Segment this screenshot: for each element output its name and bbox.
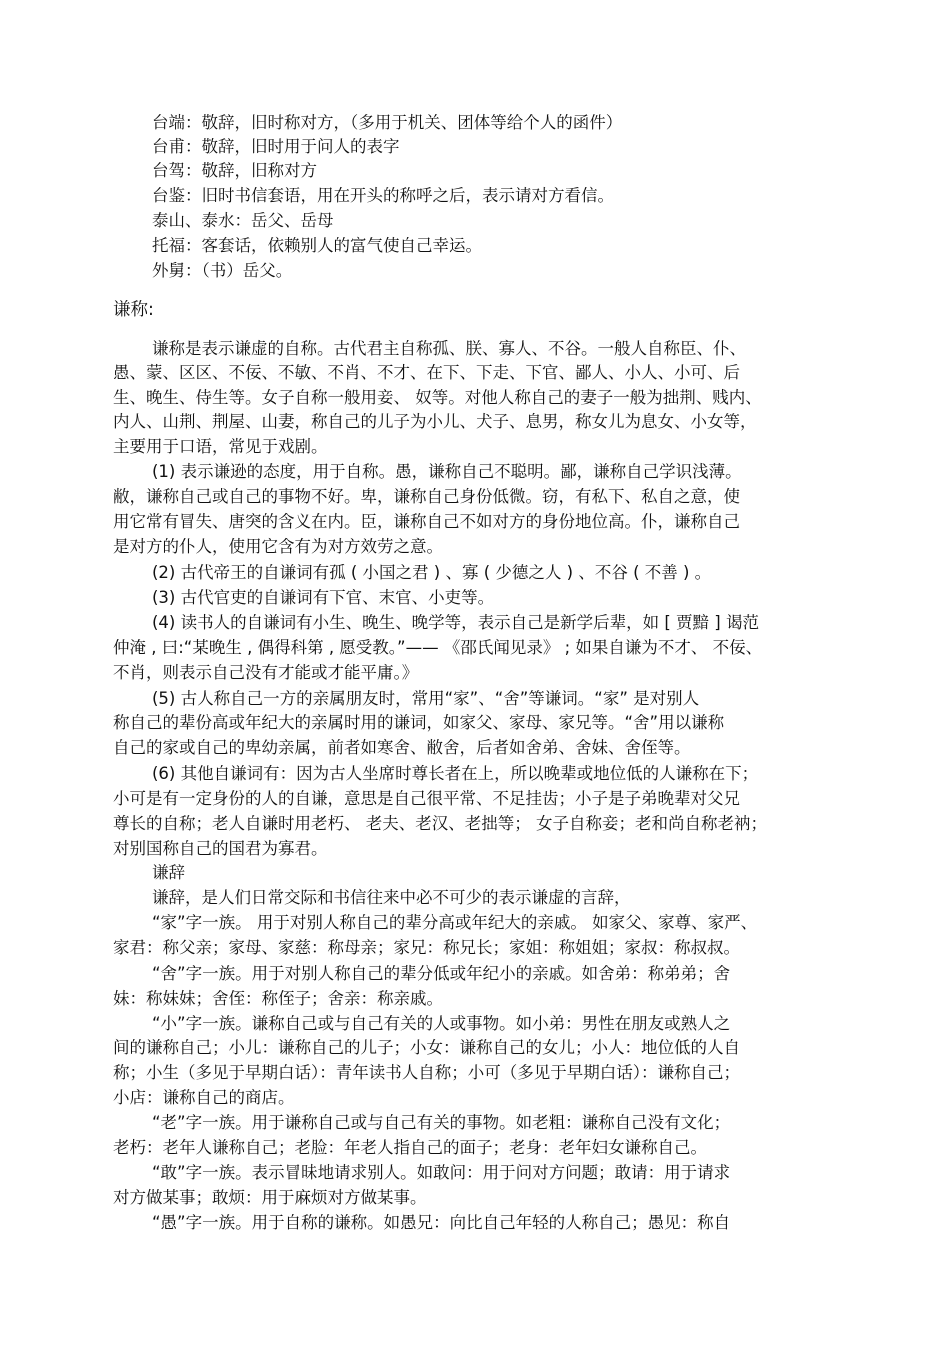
- item-line: 仲淹 , 曰:“某晚生 , 偶得科第 , 愿受教。”—— 《邵氏闻见录》 ; 如果自谦为不才、 不佞、: [113, 638, 763, 657]
- qianci-line: “老”字一族。用于谦称自己或与自己有关的事物。如老粗：谦称自己没有文化；: [152, 1113, 731, 1132]
- term-line: 台鉴：旧时书信套语，用在开头的称呼之后，表示请对方看信。: [152, 186, 614, 205]
- item-line: 称自己的辈份高或年纪大的亲属时用的谦词，如家父、家母、家兄等。“舍”用以谦称: [113, 713, 725, 732]
- qianci-line: 妹：称妹妹；舍侄：称侄子；舍亲：称亲戚。: [113, 989, 443, 1008]
- paragraph-line: 生、晚生、侍生等。女子自称一般用妾、 奴等。对他人称自己的妻子一般为拙荆、贱内、: [113, 388, 762, 407]
- qianci-line: “愚”字一族。用于自称的谦称。如愚兄：向比自己年轻的人称自己；愚见：称自: [152, 1213, 731, 1232]
- section-heading: 谦称:: [113, 300, 154, 320]
- item-line: (1) 表示谦逊的态度，用于自称。愚，谦称自己不聪明。鄙，谦称自己学识浅薄。: [152, 462, 742, 481]
- sub-heading: 谦辞: [152, 863, 185, 882]
- item-line: 敝，谦称自己或自己的事物不好。卑，谦称自己身份低微。窃，有私下、私自之意，使: [113, 487, 740, 506]
- qianci-line: “小”字一族。谦称自己或与自己有关的人或事物。如小弟：男性在朋友或熟人之: [152, 1014, 731, 1033]
- term-line: 台端：敬辞，旧时称对方，（多用于机关、团体等给个人的函件）: [152, 113, 623, 132]
- item-line: 对别国称自己的国君为寡君。: [113, 839, 328, 858]
- paragraph-line: 内人、山荆、荆屋、山妻，称自己的儿子为小儿、犬子、息男，称女儿为息女、小女等，: [113, 412, 757, 431]
- paragraph-line: 谦称是表示谦虚的自称。古代君主自称孤、朕、寡人、不谷。一般人自称臣、仆、: [152, 339, 746, 358]
- term-line: 泰山、泰水：岳父、岳母: [152, 211, 334, 230]
- term-line: 台驾：敬辞，旧称对方: [152, 161, 317, 180]
- item-line: 自己的家或自己的卑幼亲属，前者如寒舍、敝舍，后者如舍弟、舍妹、舍侄等。: [113, 738, 691, 757]
- qianci-line: 称；小生（多见于早期白话）：青年读书人自称；小可（多见于早期白话）：谦称自己；: [113, 1063, 740, 1082]
- term-line: 台甫：敬辞，旧时用于问人的表字: [152, 137, 400, 156]
- qianci-line: “舍”字一族。用于对别人称自己的辈分低或年纪小的亲戚。如舍弟：称弟弟；舍: [152, 964, 731, 983]
- qianci-line: 对方做某事；敢烦：用于麻烦对方做某事。: [113, 1188, 427, 1207]
- item-line: (6) 其他自谦词有：因为古人坐席时尊长者在上，所以晚辈或地位低的人谦称在下；: [152, 764, 759, 783]
- item-line: (4) 读书人的自谦词有小生、晚生、晚学等，表示自己是新学后辈，如 [ 贾黯 ] 谒范: [152, 613, 759, 632]
- term-line: 外舅：（书）岳父。: [152, 261, 293, 280]
- item-line: (2) 古代帝王的自谦词有孤 ( 小国之君 ) 、寡 ( 少德之人 ) 、不谷 ( 不善 ) 。: [152, 563, 712, 582]
- item-line: 是对方的仆人，使用它含有为对方效劳之意。: [113, 537, 443, 556]
- paragraph-line: 愚、蒙、区区、不佞、不敏、不肖、不才、在下、下走、下官、鄙人、小人、小可、后: [113, 363, 740, 382]
- paragraph-line: 主要用于口语，常见于戏剧。: [113, 437, 328, 456]
- qianci-line: “敢”字一族。表示冒昧地请求别人。如敢问：用于问对方问题；敢请：用于请求: [152, 1163, 731, 1182]
- item-line: (5) 古人称自己一方的亲属朋友时，常用“家”、“舍”等谦词。“家” 是对别人: [152, 689, 700, 708]
- qianci-line: 间的谦称自己；小儿：谦称自己的儿子；小女：谦称自己的女儿；小人：地位低的人自: [113, 1038, 740, 1057]
- item-line: 不肖，则表示自己没有才能或才能平庸。》: [113, 663, 419, 682]
- qianci-line: 家君：称父亲；家母、家慈：称母亲；家兄：称兄长；家姐：称姐姐；家叔：称叔叔。: [113, 938, 740, 957]
- qianci-line: “家”字一族。 用于对别人称自己的辈分高或年纪大的亲戚。 如家父、家尊、家严、: [152, 913, 758, 932]
- item-line: 小可是有一定身份的人的自谦，意思是自己很平常、不足挂齿；小子是子弟晚辈对父兄: [113, 789, 740, 808]
- item-line: 尊长的自称；老人自谦时用老朽、 老夫、老汉、老拙等； 女子自称妾；老和尚自称老衲；: [113, 814, 767, 833]
- item-line: (3) 古代官吏的自谦词有下官、末官、小吏等。: [152, 588, 495, 607]
- term-line: 托福：客套话，依赖别人的富气使自己幸运。: [152, 236, 482, 255]
- qianci-line: 小店：谦称自己的商店。: [113, 1088, 295, 1107]
- qianci-line: 谦辞，是人们日常交际和书信往来中必不可少的表示谦虚的言辞，: [152, 888, 631, 907]
- item-line: 用它常有冒失、唐突的含义在内。臣，谦称自己不如对方的身份地位高。仆，谦称自己: [113, 512, 740, 531]
- qianci-line: 老朽：老年人谦称自己；老脸：年老人指自己的面子；老身：老年妇女谦称自己。: [113, 1138, 707, 1157]
